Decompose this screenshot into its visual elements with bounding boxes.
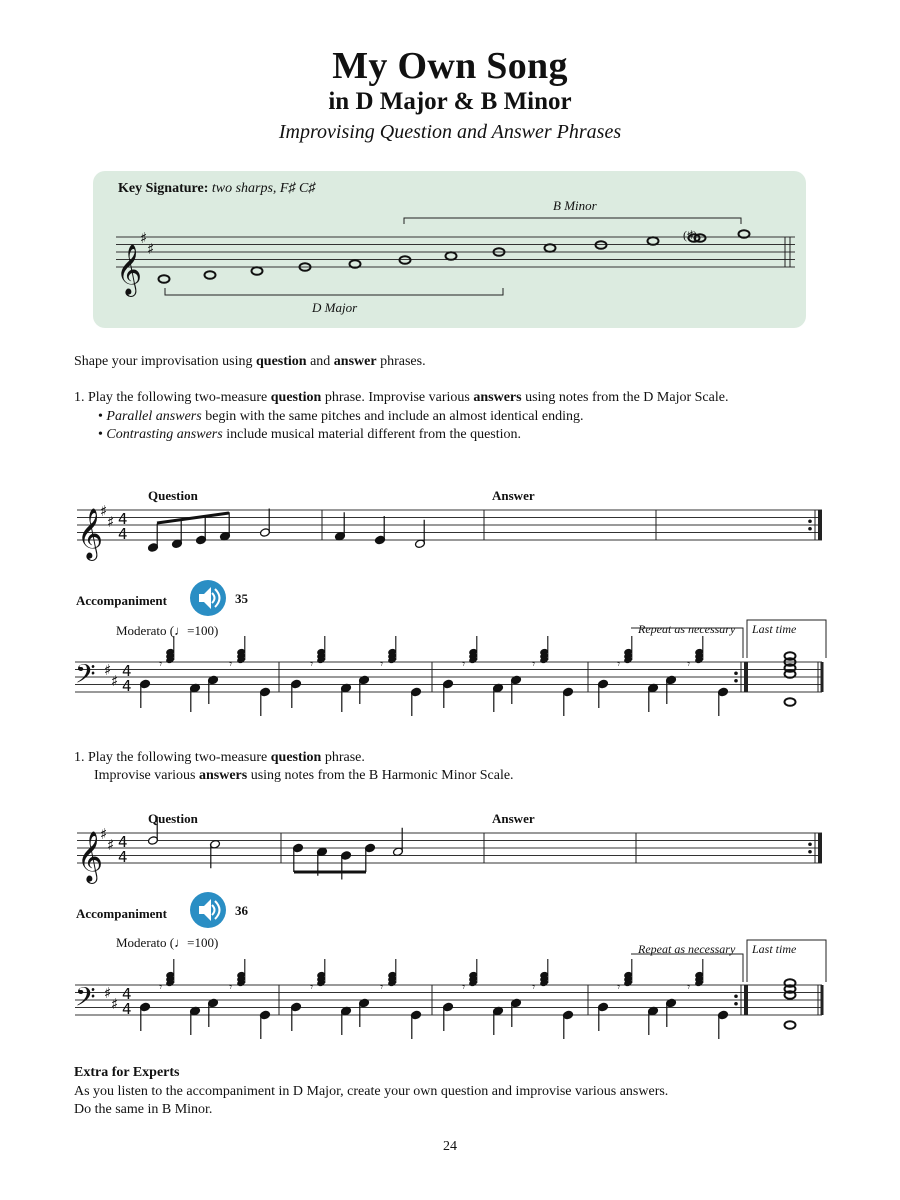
key-staff-treble-clef: 𝄞 [116, 244, 143, 295]
ex1-track-number: 35 [235, 591, 248, 606]
ex2-melody-sig-c: ♯ [107, 836, 115, 854]
b-minor-bracket [404, 218, 741, 224]
ex2-accomp-m4-rest: 𝄾 [617, 980, 621, 994]
ex1-tempo: Moderato (♩=100) [116, 623, 219, 638]
ex1-accomp-m2-rest: 𝄾 [380, 657, 384, 671]
ex2-melody-time-bottom: 4 [118, 848, 128, 866]
b-minor-bracket-label: B Minor [553, 198, 597, 213]
ex1-accomp-repeat-dot [734, 671, 738, 675]
ex2-accomp-m2-rest: 𝄾 [380, 980, 384, 994]
ex2-accomp-m4-rest: 𝄾 [687, 980, 691, 994]
ex2-question-label: Question [148, 811, 198, 826]
key-signature-label-rest: two sharps, F♯ C♯ [208, 181, 316, 196]
ex1-line1-mid: phrase. Improvise various [321, 390, 474, 405]
ex2-accomp-time-top: 4 [122, 985, 132, 1003]
ex1-bullet2-rest: include musical material different from the question. [222, 427, 522, 442]
ex2-accomp-sig-c: ♯ [111, 995, 119, 1013]
page-number: 24 [443, 1139, 457, 1154]
ex2-accomp-repeat-dot [734, 994, 738, 998]
ex2-line1-question: question [270, 750, 322, 765]
ex1-accomp-time-top: 4 [122, 662, 132, 680]
ex1-end-repeat-dot [808, 527, 812, 531]
ex2-bass-clef: 𝄢 [75, 981, 96, 1019]
scale-note [159, 275, 170, 283]
ex2-accomp-m3-rest: 𝄾 [462, 980, 466, 994]
ex2-accomp-sig-f: ♯ [104, 984, 112, 1002]
ex1-accomp-repeat-dot [734, 679, 738, 683]
ex2-accomp-time-bottom: 4 [122, 1000, 132, 1018]
ex1-end-repeat-dot [808, 519, 812, 523]
ex2-accomp-m1-rest: 𝄾 [229, 980, 233, 994]
extra-heading: Extra for Experts [74, 1065, 180, 1080]
ex2-melody-sig-f: ♯ [100, 825, 108, 843]
ex1-bullet1-rest: begin with the same pitches and include an almost identical ending. [201, 409, 584, 424]
scale-note [205, 271, 216, 279]
intro-answer: answer [333, 354, 377, 369]
ex1-accomp-m4-rest: 𝄾 [687, 657, 691, 671]
ex1-accomp-m1-rest: 𝄾 [229, 657, 233, 671]
ex2-line2-pre: Improvise various [94, 768, 199, 783]
ex1-bullet1-italic: Parallel answers [106, 409, 202, 424]
ex2-tempo: Moderato (♩=100) [116, 935, 219, 950]
ex1-melody-sig-f: ♯ [100, 502, 108, 520]
ex1-melody-time-bottom: 4 [118, 525, 128, 543]
scale-note [446, 252, 457, 260]
ex1-repeat-text: Repeat as necessary [638, 622, 736, 636]
ex1-accomp-m1-rest: 𝄾 [159, 657, 163, 671]
ex2-accompaniment-label: Accompaniment [76, 906, 167, 921]
ex2-accomp-repeat-dot [734, 1002, 738, 1006]
intro-post: phrases. [376, 354, 426, 369]
ex1-accomp-m3-rest: 𝄾 [532, 657, 536, 671]
ex1-last-time-text: Last time [752, 622, 797, 636]
ex1-accomp-sig-c: ♯ [111, 672, 119, 690]
ex2-line2-answers: answers [198, 768, 248, 783]
ex2-track-number: 36 [235, 903, 248, 918]
key-staff-sig-f: ♯ [140, 229, 148, 247]
ex1-melody-sig-c: ♯ [107, 513, 115, 531]
ex1-treble-clef: 𝄞 [77, 508, 104, 559]
ex1-line1-question: question [270, 390, 322, 405]
ex1-line1-post: using notes from the D Major Scale. [521, 390, 729, 405]
page-subtitle: in D Major & B Minor [328, 88, 572, 115]
ex1-accomp-time-bottom: 4 [122, 677, 132, 695]
intro-pre: Shape your improvisation using [74, 354, 256, 369]
ex2-accomp-m1-rest: 𝄾 [159, 980, 163, 994]
ex1-accompaniment-label: Accompaniment [76, 593, 167, 608]
scale-note [648, 237, 659, 245]
intro-mid: and [306, 354, 334, 369]
d-major-bracket-label: D Major [312, 300, 358, 315]
ex1-line1-pre: 1. Play the following two-measure [74, 390, 271, 405]
page-title: My Own Song [332, 45, 568, 87]
ex2-line1-pre: 1. Play the following two-measure [74, 750, 271, 765]
ex2-end-repeat-dot [808, 850, 812, 854]
ex1-accomp-sig-f: ♯ [104, 661, 112, 679]
ex2-last-time-text: Last time [752, 942, 797, 956]
ex2-repeat-text: Repeat as necessary [638, 942, 736, 956]
ex1-accomp-m4-rest: 𝄾 [617, 657, 621, 671]
ex2-end-repeat-dot [808, 842, 812, 846]
extra-line-2: Do the same in B Minor. [74, 1102, 213, 1117]
ex2-line2-post: using notes from the B Harmonic Minor Scale. [247, 768, 514, 783]
ex1-accomp-m2-rest: 𝄾 [310, 657, 314, 671]
ex2-accomp-m2-rest: 𝄾 [310, 980, 314, 994]
ex2-melody-time-top: 4 [118, 833, 128, 851]
ex1-bass-clef: 𝄢 [75, 658, 96, 696]
scale-note [545, 244, 556, 252]
ex2-volta-last [747, 940, 826, 982]
ex2-answer-label: Answer [492, 811, 535, 826]
ex1-line1-answers: answers [473, 390, 522, 405]
ex2-treble-clef: 𝄞 [77, 831, 104, 882]
extra-line-1: As you listen to the accompaniment in D Major, create your own question and improvise various answers. [74, 1084, 669, 1099]
ex1-question-label: Question [148, 488, 198, 503]
key-signature-label-bold: Key Signature: [118, 181, 209, 196]
accidental-note-label: (♯) [683, 228, 697, 242]
ex1-bullet2-italic: Contrasting answers [106, 427, 223, 442]
ex1-final-bass-note [785, 698, 796, 706]
intro-question: question [256, 354, 307, 369]
ex1-bullet-parallel: • Parallel answers begin with the same pitches and include an almost identical ending. [98, 409, 584, 424]
ex2-volta-repeat [631, 954, 743, 982]
page-tagline: Improvising Question and Answer Phrases [278, 121, 622, 143]
ex1-bullet-contrasting: • Contrasting answers include musical material different from the question. [98, 427, 522, 442]
ex1-accomp-m3-rest: 𝄾 [462, 657, 466, 671]
key-staff-sig-c: ♯ [147, 240, 155, 258]
ex1-melody-time-top: 4 [118, 510, 128, 528]
scale-note [252, 267, 263, 275]
ex2-line1-post: phrase. [321, 750, 365, 765]
ex2-final-bass-note [785, 1021, 796, 1029]
ex2-accomp-m3-rest: 𝄾 [532, 980, 536, 994]
ex1-volta-repeat [631, 628, 743, 658]
d-major-bracket [165, 288, 503, 295]
ex1-answer-label: Answer [492, 488, 535, 503]
